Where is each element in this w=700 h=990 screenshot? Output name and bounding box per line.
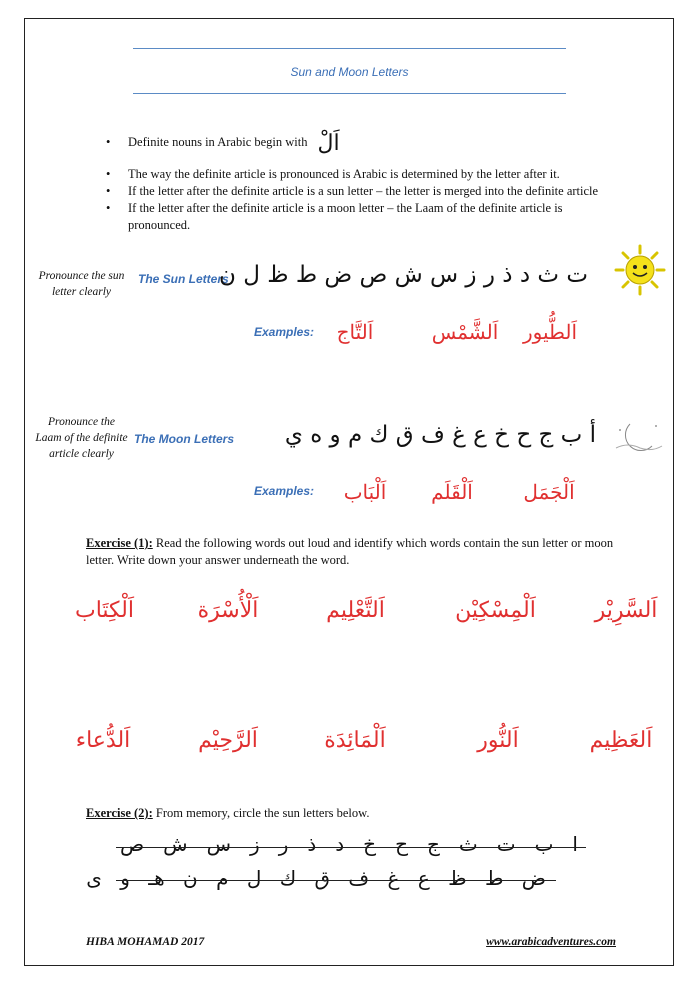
bullet-text: If the letter after the definite article is a sun letter – the letter is merged into the definite article <box>128 183 599 198</box>
sun-icon <box>614 244 666 296</box>
sun-letters: ت ث د ذ ر ز س ش ص ض ط ظ ل ن <box>219 262 588 288</box>
sun-example-word: اَلشَّمْس <box>431 320 499 344</box>
exercise-2-text: From memory, circle the sun letters below. <box>152 806 370 820</box>
exercise-1-word: اَلرَّحِيْم <box>198 728 258 753</box>
intro-bullets <box>106 130 626 234</box>
bullet-text: The way the definite article is pronounced is Arabic is determined by the letter after it. <box>128 166 560 181</box>
sun-example-word: اَلتَّاج <box>336 320 374 344</box>
sun-examples-label: Examples: <box>254 325 315 339</box>
exercise-1-text: Read the following words out loud and identify which words contain the sun letter or moon letter. Write down your answer underneath the word. <box>86 536 614 567</box>
definite-article-arabic: اَلْ <box>317 130 340 156</box>
exercise-2-instructions <box>86 805 626 822</box>
bullet-text: Definite nouns in Arabic begin with <box>128 135 308 149</box>
footer-author: HIBA MOHAMAD 2017 <box>86 936 205 948</box>
sun-letters-label: The Sun Letters <box>138 272 229 286</box>
moon-example-word: اَلْبَاب <box>343 480 387 504</box>
page-title: Sun and Moon Letters <box>290 65 409 79</box>
moon-examples-label: Examples: <box>254 484 315 498</box>
exercise-1-word: اَلْمِسْكِيْن <box>455 598 536 623</box>
exercise-2-letters-row-1: ا ب ت ث ج ح خ د ذ ر ز س ش ص <box>120 832 578 856</box>
moon-note: Pronounce the Laam of the definite article clearly <box>35 416 128 460</box>
exercise-1-word: اَلنُّور <box>477 728 519 753</box>
exercise-1-word: اَلْمَائِدَة <box>324 728 386 753</box>
sun-note: Pronounce the sun letter clearly <box>38 270 125 298</box>
bullet-item <box>106 166 626 183</box>
header-rule-bottom <box>133 93 566 94</box>
moon-example-word: اَلْجَمَل <box>523 480 575 504</box>
bullet-item <box>106 200 626 234</box>
header-rule-top <box>133 48 566 49</box>
moon-icon <box>612 418 664 454</box>
moon-example-word: اَلْقَلَم <box>431 480 473 504</box>
exercise-1-word: اَلتَّعْلِيم <box>326 598 385 623</box>
exercise-2-line-1 <box>116 847 586 848</box>
bullet-item <box>106 130 626 156</box>
exercise-1-word: اَلسَّرِيْر <box>594 598 658 623</box>
bullet-item <box>106 183 626 200</box>
exercise-1-word: اَلْكِتَاب <box>74 598 135 623</box>
moon-letters-label: The Moon Letters <box>134 432 235 446</box>
exercise-1-heading: Exercise (1): <box>86 536 153 550</box>
exercise-2-heading: Exercise (2): <box>86 806 153 820</box>
exercise-1-word: اَلدُّعاء <box>75 728 131 753</box>
moon-letters: أ ب ج ح خ ع غ ف ق ك م و ه ي <box>284 422 596 448</box>
exercise-1-word: اَلعَظِيم <box>589 728 653 753</box>
sun-example-word: اَلطُّيور <box>522 320 578 344</box>
exercise-2-line-2 <box>116 880 556 881</box>
footer-website-link[interactable]: www.arabicadventures.com <box>486 936 616 948</box>
exercise-2-letters-row-2: ض ط ظ ع غ ف ق ك ل م ن هـ و ى <box>86 866 546 890</box>
exercise-1-instructions <box>86 535 626 569</box>
bullet-text: If the letter after the definite article is a moon letter – the Laam of the definite article is pronounced. <box>128 200 563 232</box>
exercise-1-word: اَلْأُسْرَة <box>197 598 259 623</box>
